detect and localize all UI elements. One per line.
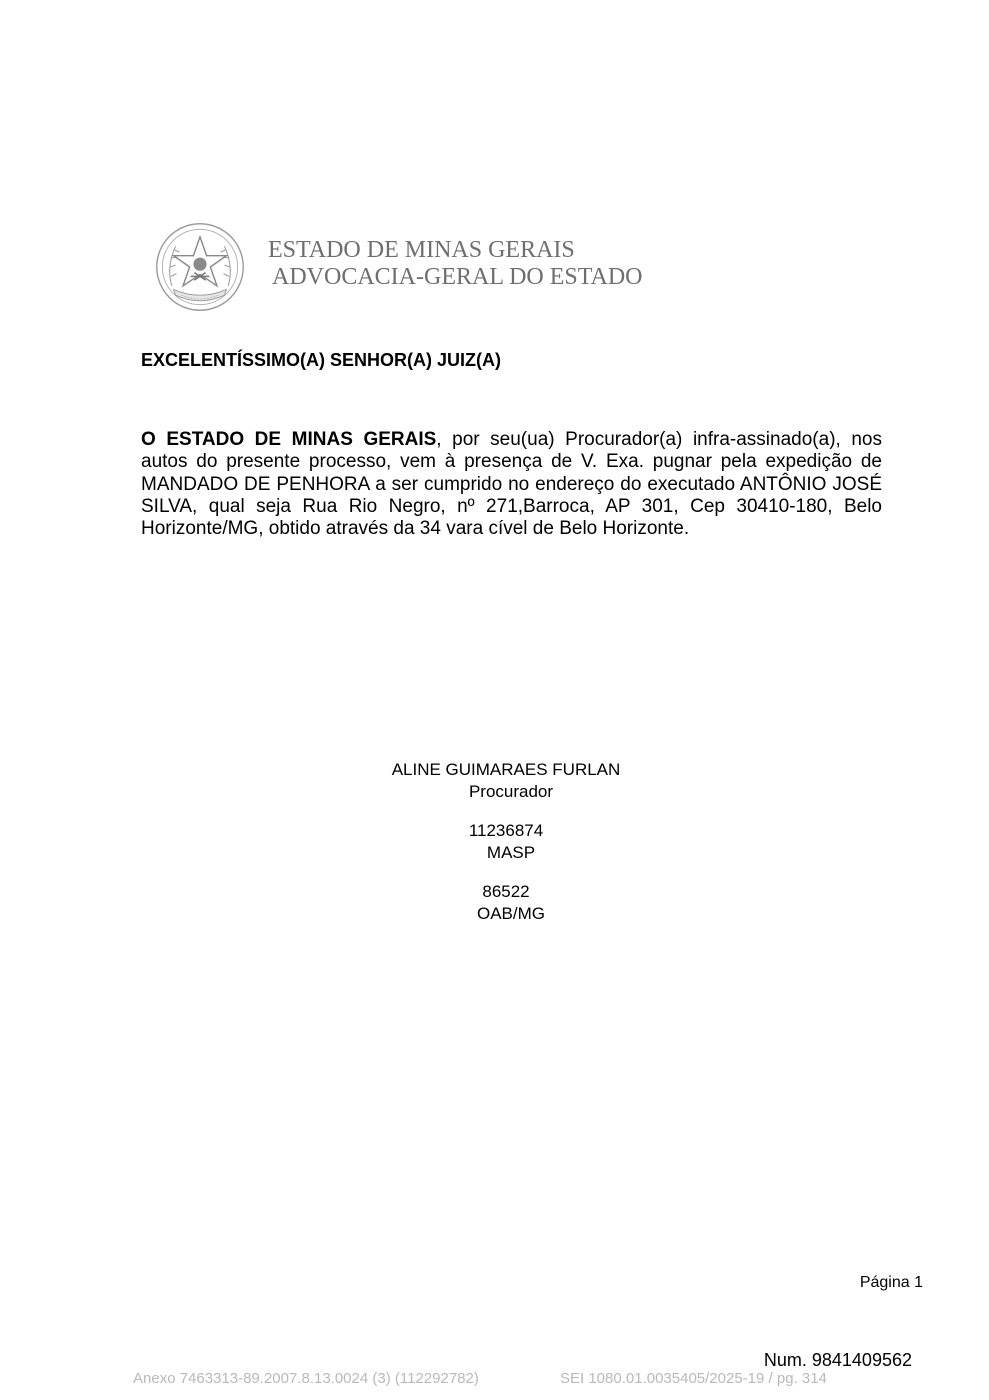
header-org-subtitle: ADVOCACIA-GERAL DO ESTADO (272, 264, 643, 290)
masp-number: 11236874 (468, 821, 544, 840)
party-name: O ESTADO DE MINAS GERAIS (141, 429, 437, 450)
petition-paragraph (141, 429, 882, 540)
petition-text: , por seu(ua) Procurador(a) infra-assinado(a), nos autos do presente processo, vem à presença de V. Exa. pugnar pela expedição de MANDADO DE PENHORA a ser cumprido no endereço do executado ANTÔNIO JOSÉ SILVA, qual seja Rua Rio Negro, nº 271,Barroca, AP 301, Cep 30410-180, Belo Horizonte/MG, obtido através da 34 vara cível de Belo Horizonte. (141, 429, 882, 540)
page-number: Página 1 (859, 1274, 923, 1291)
signatory-role: Procurador (468, 782, 554, 801)
oab-number: 86522 (482, 882, 530, 901)
coat-of-arms-seal-icon (153, 220, 247, 314)
document-number: Num. 9841409562 (763, 1350, 912, 1370)
header-org-title: ESTADO DE MINAS GERAIS (268, 237, 575, 263)
masp-label: MASP (486, 843, 536, 862)
footer-sei-reference: SEI 1080.01.0035405/2025-19 / pg. 314 (560, 1370, 827, 1387)
footer-annex-reference: Anexo 7463313-89.2007.8.13.0024 (3) (112292782) (133, 1370, 479, 1387)
oab-label: OAB/MG (476, 904, 545, 923)
signatory-name: ALINE GUIMARAES FURLAN (391, 760, 621, 779)
addressee-heading: EXCELENTÍSSIMO(A) SENHOR(A) JUIZ(A) (141, 350, 501, 370)
